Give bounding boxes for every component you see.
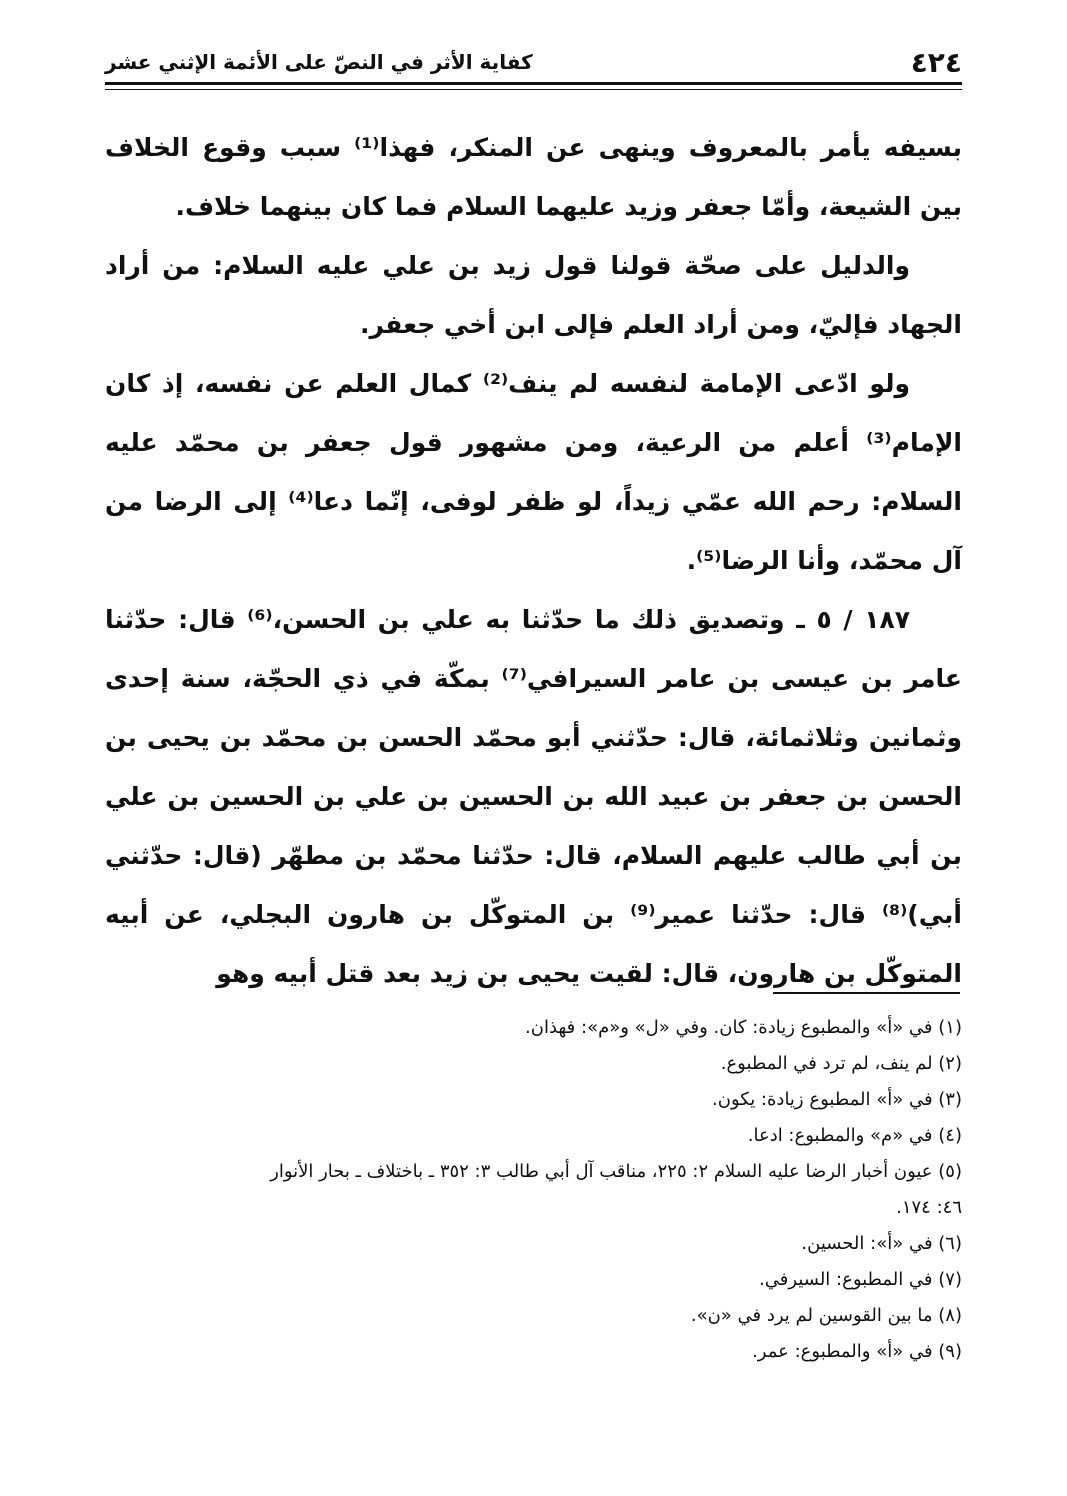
footnote-4: (٤) في «م» والمطبوع: ادعا. xyxy=(747,1125,962,1146)
paragraph-1: بسيفه يأمر بالمعروف وينهى عن المنكر، فهذا⁽¹⁾ سبب وقوع الخلاف بين الشيعة، وأمّا جعفر وزيد عليهما السلام فما كان بينهما خلاف. xyxy=(105,133,962,221)
footnote-5: (٥) عيون أخبار الرضا عليه السلام ٢: ٢٢٥، مناقب آل أبي طالب ٣: ٣٥٢ ـ باختلاف ـ بحار الأنوار xyxy=(270,1161,962,1182)
book-title: كفاية الأثر في النصّ على الأئمة الإثني عشر xyxy=(105,50,533,74)
footnote-2: (٢) لم ينف، لم ترد في المطبوع. xyxy=(720,1053,962,1074)
footnote-8: (٨) ما بين القوسين لم يرد في «ن». xyxy=(690,1305,962,1326)
running-header xyxy=(105,44,962,84)
header-rule-thick xyxy=(105,82,962,85)
footnote-3: (٣) في «أ» المطبوع زيادة: يكون. xyxy=(712,1089,962,1110)
main-text xyxy=(105,118,962,1003)
paragraph-4-hadith: ١٨٧ / ٥ ـ وتصديق ذلك ما حدّثنا به علي بن الحسن،⁽⁶⁾ قال: حدّثنا عامر بن عيسى بن عامر السيرافي⁽⁷⁾ بمكّة في ذي الحجّة، سنة إحدى وثمانين وثلاثمائة، قال: حدّثني أبو محمّد الحسن بن محمّد بن يحيى بن الحسن بن جعفر بن عبيد الله بن الحسين بن علي بن الحسين بن علي بن أبي طالب عليهم السلام، قال: حدّثنا محمّد بن مطهّر (قال: حدّثني أبي)⁽⁸⁾ قال: حدّثنا عمير⁽⁹⁾ بن المتوكّل بن هارون البجلي، عن أبيه المتوكّل بن هارون، قال: لقيت يحيى بن زيد بعد قتل أبيه وهو xyxy=(105,605,962,988)
footnote-separator xyxy=(773,992,960,994)
footnote-9: (٩) في «أ» والمطبوع: عمر. xyxy=(752,1341,962,1362)
footnote-1: (١) في «أ» والمطبوع زيادة: كان. وفي «ل» و«م»: فهذان. xyxy=(525,1017,962,1038)
page-number: ٤٢٤ xyxy=(910,46,962,79)
header-rule-thin xyxy=(105,89,962,90)
footnote-5-continuation: ٤٦: ١٧٤. xyxy=(896,1197,962,1218)
footnote-6: (٦) في «أ»: الحسين. xyxy=(801,1233,962,1254)
footnote-7: (٧) في المطبوع: السيرفي. xyxy=(759,1269,962,1290)
paragraph-3: ولو ادّعى الإمامة لنفسه لم ينف⁽²⁾ كمال العلم عن نفسه، إذ كان الإمام⁽³⁾ أعلم من الرعية، ومن مشهور قول جعفر بن محمّد عليه السلام: رحم الله عمّي زيداً، لو ظفر لوفى، إنّما دعا⁽⁴⁾ إلى الرضا من آل محمّد، وأنا الرضا⁽⁵⁾. xyxy=(105,369,962,575)
footnotes xyxy=(105,1010,962,1370)
paragraph-2: والدليل على صحّة قولنا قول زيد بن علي عليه السلام: من أراد الجهاد فإليّ، ومن أراد العلم فإلى ابن أخي جعفر. xyxy=(105,251,962,339)
